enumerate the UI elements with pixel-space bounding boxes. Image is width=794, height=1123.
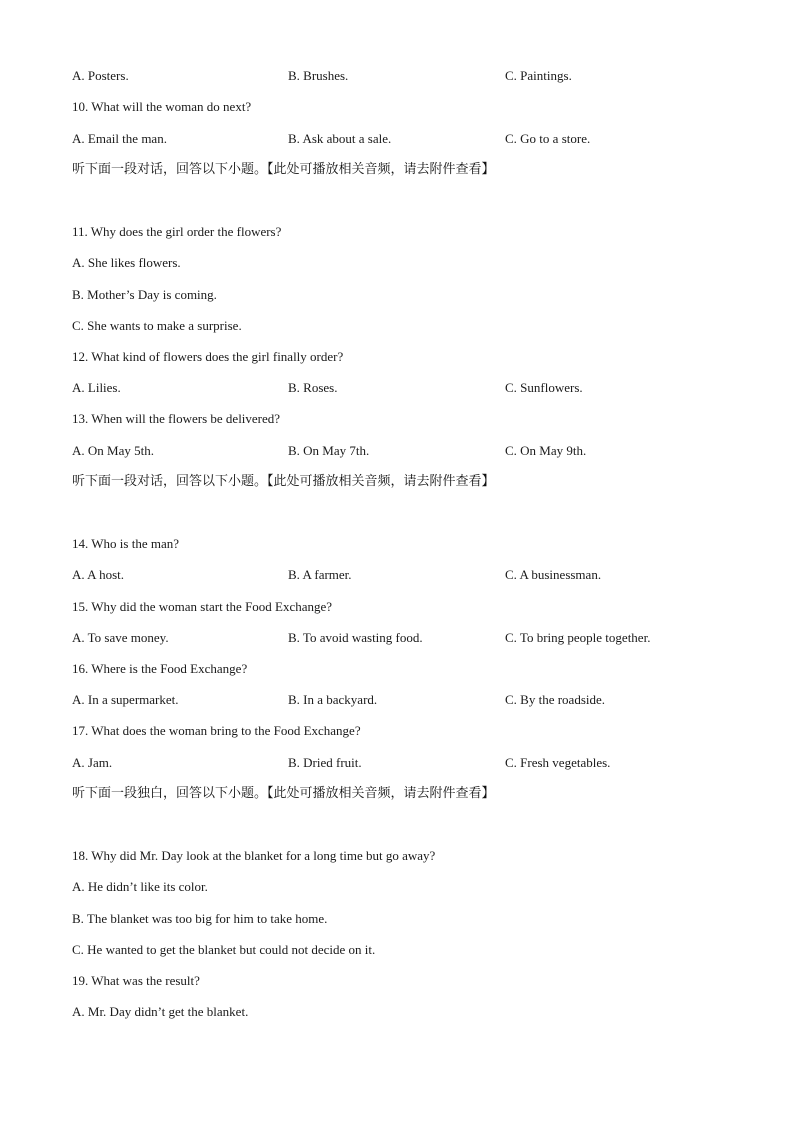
option-a: A. Posters. [72,68,129,83]
options-q17 [72,755,752,771]
option-b: B. A farmer. [288,567,352,582]
option-b: B. On May 7th. [288,443,370,458]
options-q14 [72,567,752,583]
options-q15 [72,630,752,646]
option-a: A. Jam. [72,755,113,770]
option-c: C. Paintings. [505,68,572,83]
question-10: 10. What will the woman do next? [72,99,252,114]
question-11: 11. Why does the girl order the flowers? [72,224,282,239]
options-q16 [72,692,752,708]
option-b: B. In a backyard. [288,692,378,707]
options-q10 [72,131,752,147]
options-q9 [72,68,752,84]
options-q12 [72,380,752,396]
option-a: A. A host. [72,567,125,582]
option-a: A. He didn’t like its color. [72,879,208,894]
question-14: 14. Who is the man? [72,536,179,551]
option-b: B. To avoid wasting food. [288,630,423,645]
option-c: C. He wanted to get the blanket but could not decide on it. [72,942,376,957]
option-a: A. To save money. [72,630,169,645]
option-c: C. Sunflowers. [505,380,583,395]
option-b: B. Brushes. [288,68,349,83]
listening-instruction: 听下面一段对话，回答以下小题。【此处可播放相关音频，请去附件查看】 [72,162,495,177]
option-c: C. On May 9th. [505,443,587,458]
question-17: 17. What does the woman bring to the Food Exchange? [72,723,361,738]
option-b: B. Roses. [288,380,338,395]
listening-instruction: 听下面一段独白，回答以下小题。【此处可播放相关音频，请去附件查看】 [72,786,495,801]
option-a: A. Lilies. [72,380,121,395]
option-a: A. She likes flowers. [72,255,181,270]
option-b: B. Ask about a sale. [288,131,392,146]
options-q13 [72,443,752,459]
option-c: C. By the roadside. [505,692,606,707]
question-19: 19. What was the result? [72,973,200,988]
option-c: C. Go to a store. [505,131,591,146]
question-15: 15. Why did the woman start the Food Exchange? [72,599,333,614]
question-12: 12. What kind of flowers does the girl finally order? [72,349,344,364]
option-a: A. Email the man. [72,131,167,146]
option-c: C. She wants to make a surprise. [72,318,242,333]
listening-instruction: 听下面一段对话，回答以下小题。【此处可播放相关音频，请去附件查看】 [72,474,495,489]
option-c: C. To bring people together. [505,630,651,645]
option-b: B. Dried fruit. [288,755,362,770]
question-16: 16. Where is the Food Exchange? [72,661,248,676]
question-13: 13. When will the flowers be delivered? [72,411,281,426]
question-18: 18. Why did Mr. Day look at the blanket for a long time but go away? [72,848,436,863]
option-b: B. The blanket was too big for him to take home. [72,911,328,926]
option-a: A. In a supermarket. [72,692,179,707]
option-c: C. A businessman. [505,567,602,582]
option-a: A. On May 5th. [72,443,154,458]
option-a: A. Mr. Day didn’t get the blanket. [72,1004,249,1019]
option-c: C. Fresh vegetables. [505,755,611,770]
option-b: B. Mother’s Day is coming. [72,287,217,302]
